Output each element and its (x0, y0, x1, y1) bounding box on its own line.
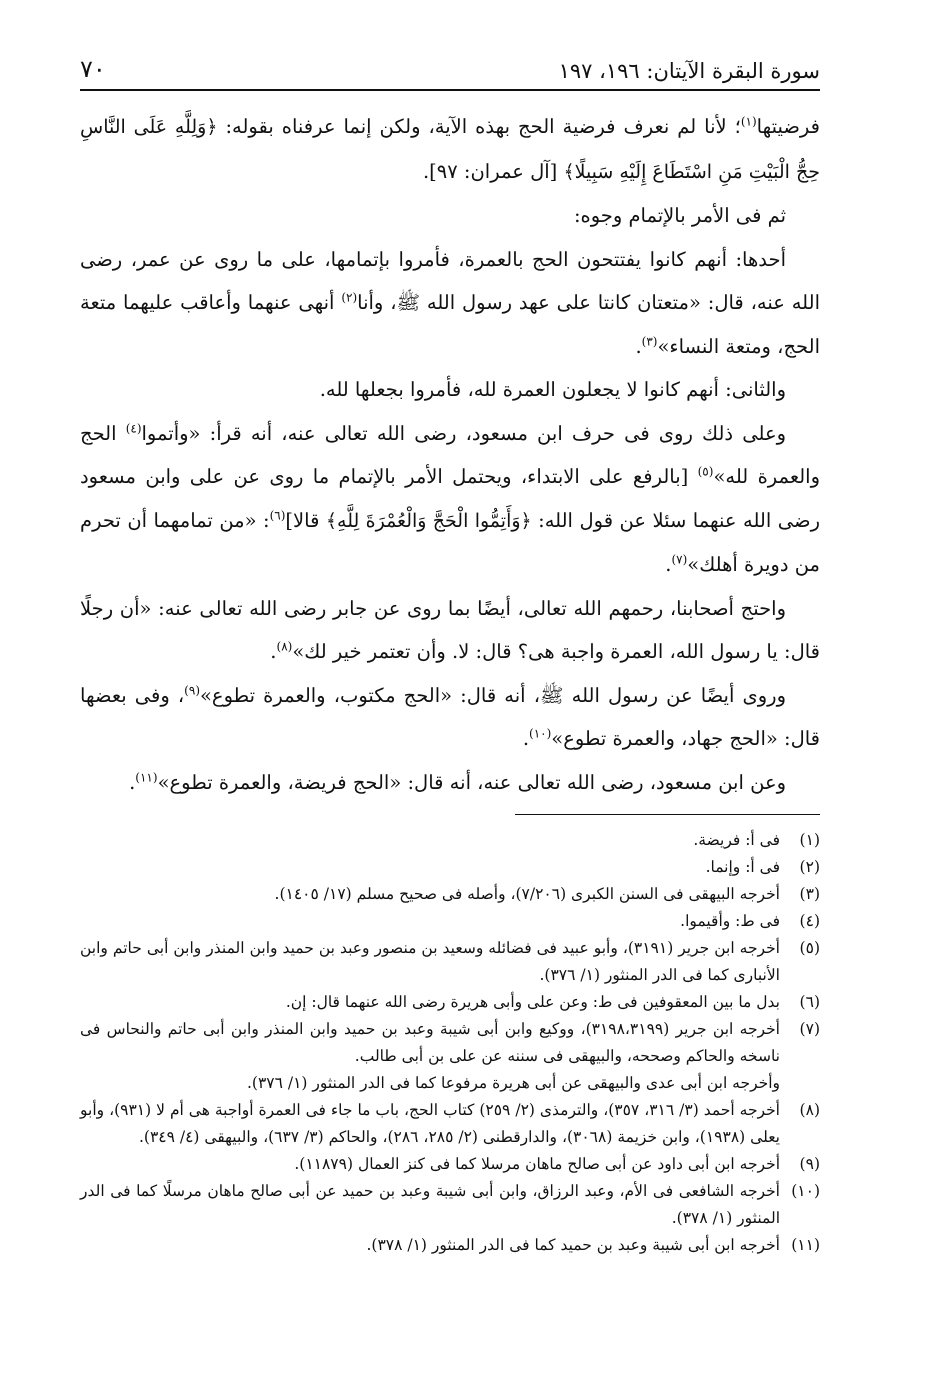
footnote-text (80, 989, 780, 1016)
footnote-number: (٦) (799, 993, 820, 1011)
page-number: ٧٠ (80, 55, 106, 83)
footnote-text (80, 935, 780, 989)
footnotes (80, 827, 820, 1259)
footnote-text (80, 908, 780, 935)
footnote-marker: (٢) (341, 290, 358, 305)
footnote-line: فى ط: وأقيموا. (680, 912, 780, 930)
footnote-marker: (١٠) (529, 726, 552, 741)
footnote-marker: (١١) (135, 770, 158, 784)
footnote-number: (١) (799, 831, 820, 849)
page-header (80, 55, 820, 91)
text-run: : «من تمامهما أن تحرم من دويرة أهلك» (80, 508, 820, 576)
footnote-line: أخرجه ابن أبى شيبة وعبد بن حميد كما فى الدر المنثور (١/ ٣٧٨). (366, 1236, 780, 1254)
footnote-line: بدل ما بين المعقوفين فى ط: وعن على وأبى هريرة رضى الله عنهما قال: إن. (285, 993, 780, 1011)
body-paragraph (80, 412, 820, 587)
footnote-line: أخرجه الشافعى فى الأم، وعبد الرزاق، وابن أبى شيبة وعبد بن حميد عن أبى صالح ماهان مرسلًا كما فى الدر المنثور (١/ ٣٧٨). (80, 1182, 780, 1227)
text-run: ، وفى بعضها قال: «الحج جهاد، والعمرة تطوع» (80, 683, 820, 750)
footnote-text (80, 854, 780, 881)
footnote-marker: (٩) (184, 683, 200, 697)
body-paragraph (80, 368, 820, 412)
quran-verse: ﴿وَأَتِمُّوا الْحَجَّ وَالْعُمْرَةَ لِلَّهِ﴾ (325, 509, 532, 532)
footnote-text (80, 827, 780, 854)
footnote-number: (١١) (791, 1236, 820, 1254)
text-run: الحج والعمرة لله» (80, 421, 821, 488)
footnote-line: أخرجه ابن أبى داود عن أبى صالح ماهان مرسلا كما فى كنز العمال (١١٨٧٩). (294, 1155, 780, 1173)
footnote (80, 1232, 820, 1259)
main-text (80, 105, 820, 804)
text-run: أحدها: أنهم كانوا يفتتحون الحج بالعمرة، فأمروا بإتمامها، على ما روى عن عمر، رضى الله عنه، قال: «متعتان كانتا على عهد رسول الله ﷺ، وأنا (80, 247, 820, 314)
text-run: . (665, 553, 672, 576)
text-run: [آل عمران: ٩٧]. (422, 159, 564, 183)
footnote-text (80, 881, 780, 908)
text-run: . (522, 727, 530, 750)
footnote (80, 935, 820, 989)
footnote-number: (٩) (799, 1155, 820, 1173)
text-run: قالا] (285, 508, 326, 532)
text-run: واحتج أصحابنا، رحمهم الله تعالى، أيضًا بما روى عن جابر رضى الله تعالى عنه: «أن رجلًا قال: يا رسول الله، العمرة واجبة هى؟ قال: لا. وأن تعتمر خير لك» (80, 596, 820, 663)
footnote-number: (٨) (799, 1101, 820, 1119)
footnote-marker: (٣) (641, 334, 658, 348)
footnote-marker: (٨) (276, 639, 293, 654)
text-run: وعن ابن مسعود، رضى الله تعالى عنه، أنه قال: «الحج فريضة، والعمرة تطوع» (157, 770, 786, 794)
footnote (80, 854, 820, 881)
body-paragraph (80, 194, 820, 238)
footnote-number: (١٠) (791, 1182, 820, 1200)
text-run: . (635, 334, 642, 358)
footnote (80, 1016, 820, 1097)
footnote (80, 1151, 820, 1178)
footnote-separator (515, 814, 820, 815)
book-page (80, 55, 820, 1259)
footnote (80, 908, 820, 935)
footnote-number: (٤) (799, 912, 820, 930)
footnote (80, 827, 820, 854)
footnote-text (80, 1097, 780, 1151)
footnote-marker: (٤) (125, 421, 142, 435)
footnote-line: أخرجه ابن جرير (٣١٩٨،٣١٩٩)، ووكيع وابن أبى شيبة وعبد بن حميد وابن المنذر وابن أبى حاتم والنحاس فى ناسخه والحاكم وصححه، والبيهقى فى سننه عن على بن أبى طالب. (80, 1020, 780, 1065)
footnote-marker: (٧) (671, 552, 688, 567)
text-run: والثانى: أنهم كانوا لا يجعلون العمرة لله، فأمروا بجعلها لله. (319, 378, 786, 401)
footnote-line: فى أ: وإنما. (705, 858, 780, 876)
text-run: [بالرفع على الابتداء، ويحتمل الأمر بالإتمام ما روى عن على وابن مسعود رضى الله عنهما سئلا عن قول الله: (80, 465, 820, 532)
footnote (80, 881, 820, 908)
footnote-line: أخرجه أحمد (٣/ ٣١٦، ٣٥٧)، والترمذى (٢/ ٢٥٩) كتاب الحج، باب ما جاء فى العمرة أواجبة هى أم لا (٩٣١)، وأبو يعلى (١٩٣٨)، وابن خزيمة (٣٠٦٨)، والدارقطنى (٢/ ٢٨٥، ٢٨٦)، والحاكم (٣/ ٦٣٧)، والبيهقى (٤/ ٣٤٩). (80, 1101, 780, 1146)
footnote-line: أخرجه ابن جرير (٣١٩١)، وأبو عبيد فى فضائله وسعيد بن منصور وعبد بن حميد وابن المنذر وابن أبى حاتم وابن الأنبارى كما فى الدر المنثور (١/ ٣٧٦). (80, 939, 780, 984)
text-run: وروى أيضًا عن رسول الله ﷺ، أنه قال: «الحج مكتوب، والعمرة تطوع» (200, 683, 787, 707)
footnote-number: (٢) (799, 858, 820, 876)
footnote (80, 1178, 820, 1232)
footnote-line: وأخرجه ابن أبى عدى والبيهقى عن أبى هريرة مرفوعا كما فى الدر المنثور (١/ ٣٧٦). (246, 1074, 780, 1092)
footnote-text (80, 1232, 780, 1259)
footnote-text (80, 1178, 780, 1232)
footnote-marker: (٥) (697, 464, 714, 479)
quran-verse: ﴿وَلِلَّهِ عَلَى النَّاسِ حِجُّ الْبَيْتِ مَنِ اسْتَطَاعَ إِلَيْهِ سَبِيلًا﴾ (80, 116, 820, 183)
body-paragraph (80, 587, 820, 674)
body-paragraph (80, 674, 820, 761)
running-title: سورة البقرة الآيتان: ١٩٦، ١٩٧ (558, 59, 820, 83)
text-run: أنهى عنهما وأعاقب عليهما متعة الحج، ومتعة النساء» (80, 291, 820, 358)
footnote-text (80, 1151, 780, 1178)
text-run: ؛ لأنا لم نعرف فرضية الحج بهذه الآية، ولكن إنما عرفناه بقوله: (217, 115, 741, 138)
text-run: . (129, 770, 136, 794)
footnote-number: (٥) (799, 939, 820, 957)
footnote-line: أخرجه البيهقى فى السنن الكبرى (٧/٢٠٦)، وأصله فى صحيح مسلم (١٧/ ١٤٠٥). (274, 885, 780, 903)
footnote-marker: (١) (740, 114, 757, 129)
body-paragraph (80, 238, 820, 369)
footnote-line: فى أ: فريضة. (693, 831, 780, 849)
body-paragraph (80, 761, 820, 805)
footnote (80, 1097, 820, 1151)
text-run: وعلى ذلك روى فى حرف ابن مسعود، رضى الله تعالى عنه، أنه قرأ: «وأتموا (141, 421, 786, 445)
footnote (80, 989, 820, 1016)
footnote-marker: (٦) (269, 508, 286, 522)
footnote-number: (٣) (799, 885, 820, 903)
text-run: ثم فى الأمر بالإتمام وجوه: (573, 204, 786, 227)
text-run: . (270, 640, 277, 663)
footnote-number: (٧) (799, 1020, 820, 1038)
body-paragraph (80, 105, 820, 194)
footnote-text (80, 1016, 780, 1097)
text-run: فرضيتها (756, 115, 820, 138)
